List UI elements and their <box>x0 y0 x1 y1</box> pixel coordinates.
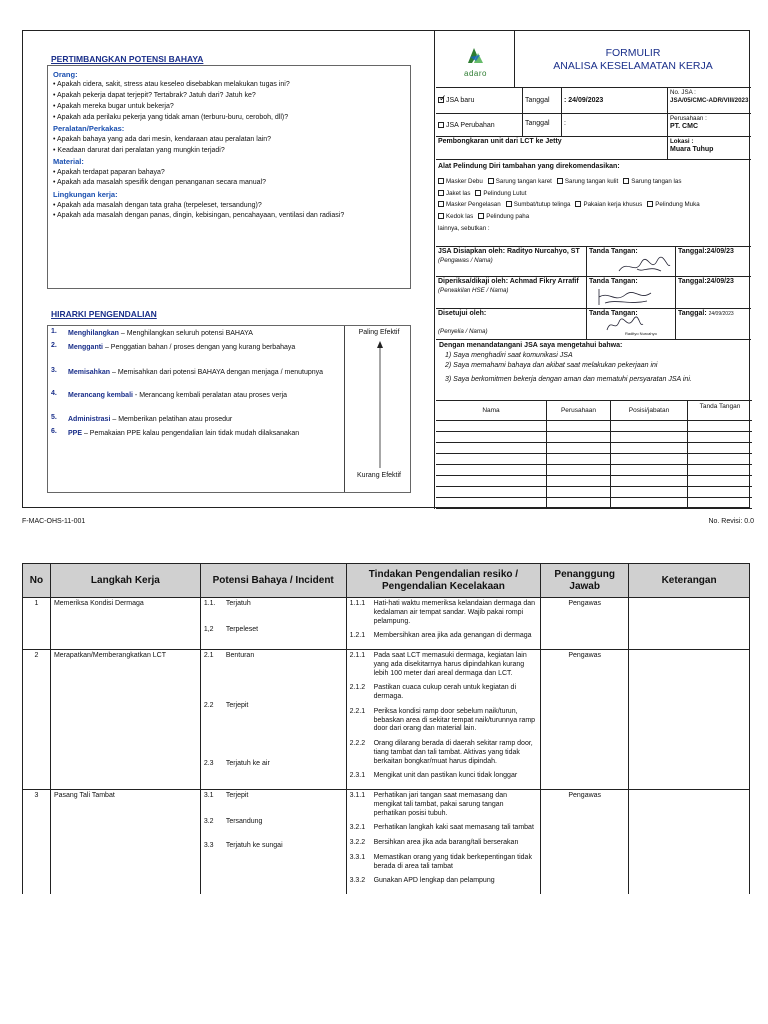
control-cell <box>346 598 541 650</box>
ppe-option-label: Masker Pengelasan <box>446 201 501 209</box>
approved-by-cell <box>436 308 587 340</box>
control-text: Pada saat LCT memasuki dermaga, kegiatan lain yang ada disekitarnya harus dipindahkan kurang lebih 100 meter dari areal dermaga dan LCT. <box>373 652 527 677</box>
left-guidance-panel <box>23 31 435 509</box>
hierarchy-text <box>68 390 341 402</box>
ppe-option[interactable] <box>506 201 571 208</box>
hazard-category-label: Lingkungan kerja: <box>53 190 118 200</box>
hazard-item <box>204 600 343 620</box>
hierarchy-desc: - Merancang kembali peralatan atau proses verja <box>132 392 288 399</box>
tanggal2-label-cell: Tanggal <box>522 113 562 137</box>
hazard-question <box>53 114 405 123</box>
hierarchy-item <box>51 367 341 379</box>
control-hierarchy-title: HIRARKI PENGENDALIAN <box>51 309 157 319</box>
hazard-question-text: Apakah ada perilaku pekerja yang tidak aman (terburu-buru, ceroboh, dll)? <box>57 113 289 121</box>
hazard-text: Tersandung <box>225 818 263 826</box>
control-id: 3.1.1 <box>349 792 366 799</box>
hazard-question-text: Apakah cidera, sakit, stress atau keseleo disebabkan melakukan tugas ini? <box>57 81 290 89</box>
form-title-line2: ANALISA KESELAMATAN KERJA <box>553 59 713 72</box>
ppe-option[interactable] <box>438 201 501 208</box>
hierarchy-term: PPE <box>68 430 83 437</box>
ppe-option[interactable] <box>475 190 526 197</box>
jsa-steps-table <box>22 563 750 894</box>
participant-cell[interactable] <box>436 497 547 509</box>
revision-number: No. Revisi: 0.0 <box>708 518 754 525</box>
hierarchy-item <box>51 328 341 340</box>
bullet-icon: • <box>53 113 58 121</box>
control-item <box>350 600 538 626</box>
control-group <box>350 652 538 702</box>
ppe-option-label: Pakaian kerja khusus <box>583 201 643 209</box>
hazard-category-label: Peralatan/Perkakas: <box>53 124 125 134</box>
hierarchy-desc: – Memberikan pelatihan atau prosedur <box>110 416 233 423</box>
prepared-by-label: JSA Disiapkan oleh: Radityo Nurcahyo, ST <box>438 248 580 255</box>
ppe-checkbox[interactable] <box>506 201 512 207</box>
hazard-question <box>53 81 405 90</box>
date2-cell: Tanggal:24/09/23 <box>675 276 751 309</box>
hazard-question-text: Apakah ada masalah dengan panas, dingin, kebisingan, pencahayaan, ventilasi dan radiasi? <box>57 212 345 220</box>
hazard-question-text: Keadaan darurat dari peralatan yang mungkin terjadi? <box>57 146 225 154</box>
participant-cell[interactable] <box>687 497 752 509</box>
signature1-label: Tanda Tangan: <box>589 248 638 255</box>
control-item <box>350 854 538 872</box>
ppe-checkbox[interactable] <box>647 201 653 207</box>
control-id: 3.3.2 <box>349 877 366 885</box>
acknowledgement-item: 2) Saya memahami bahaya dan akibat saat melakukan pekerjaan ini <box>445 361 658 369</box>
ppe-other: lainnya, sebutkan : <box>438 224 490 232</box>
control-text: Perhatikan jari tangan saat memasang dan mengikat tali tambat, pakai sarung tangan perhatikan posisi tubuh. <box>373 792 508 817</box>
hazard-item <box>204 702 343 755</box>
col-header-no: No <box>23 564 51 598</box>
control-group <box>350 792 538 818</box>
participant-cell[interactable] <box>546 497 611 509</box>
hazard-question-text: Apakah ada masalah dengan tata graha (terpeleset, tersandung)? <box>57 201 262 209</box>
control-id: 2.2.1 <box>349 707 366 715</box>
hazard-question <box>53 212 405 221</box>
hierarchy-text <box>68 414 341 426</box>
hazard-consideration-title: PERTIMBANGKAN POTENSI BAHAYA <box>51 54 204 64</box>
tanggal-label-cell: Tanggal <box>522 87 562 114</box>
lokasi-cell <box>667 136 751 160</box>
control-text: Pastikan cuaca cukup cerah untuk kegiatan di dermaga. <box>373 684 517 700</box>
acknowledgement-item: 3) Saya berkomitmen bekerja dengan aman dan mematuhi persyaratan JSA ini. <box>445 376 692 384</box>
date3-cell <box>675 308 751 340</box>
hierarchy-text <box>68 342 341 354</box>
no-jsa-label: No. JSA : <box>670 89 696 96</box>
hazard-question <box>53 169 405 178</box>
hazard-question-text: Apakah mereka bugar untuk bekerja? <box>57 102 174 110</box>
hazard-groups <box>53 70 405 221</box>
acknowledgement-title: Dengan menandatangani JSA saya mengetahui bahwa: <box>439 342 623 349</box>
hierarchy-number: 1. <box>51 328 57 335</box>
control-id: 2.3.1 <box>349 772 366 780</box>
hazard-text: Terjepit <box>225 792 249 799</box>
hazard-question <box>53 136 405 145</box>
control-text: Mengikat unit dan pastikan kunci tidak longgar <box>373 772 518 780</box>
hazard-text: Terjatuh ke sungai <box>225 841 283 849</box>
table-row <box>23 598 750 650</box>
signature1-icon <box>617 255 672 277</box>
table-header-row <box>23 564 750 598</box>
control-id: 1.2.1 <box>349 632 366 640</box>
control-item <box>350 772 538 781</box>
hazard-text: Terjepit <box>225 701 249 709</box>
control-item <box>350 684 538 702</box>
form-code: F-MAC-OHS-11-001 <box>22 518 86 525</box>
participant-col-header: Perusahaan <box>546 400 611 421</box>
ppe-option[interactable] <box>557 178 618 185</box>
hierarchy-number: 5. <box>51 414 57 421</box>
hierarchy-desc: – Penggatian bahan / proses dengan yang kurang berbahaya <box>103 344 296 351</box>
ppe-checkbox[interactable] <box>438 213 444 219</box>
hierarchy-item <box>51 428 341 440</box>
ppe-option[interactable] <box>438 178 483 185</box>
control-item <box>350 877 538 886</box>
hierarchy-text <box>68 428 341 440</box>
hazard-id: 3.1 <box>203 792 214 799</box>
effectiveness-arrow-icon <box>372 340 388 470</box>
form-title-cell <box>514 31 751 88</box>
hierarchy-number: 2. <box>51 342 57 349</box>
hierarchy-desc: – Pemakaian PPE kalau pengendalian lain tidak mudah dilaksanakan <box>82 430 300 437</box>
bullet-icon: • <box>53 92 58 100</box>
bullet-icon: • <box>53 212 58 220</box>
bullet-icon: • <box>53 168 58 176</box>
hierarchy-number: 4. <box>51 390 57 397</box>
hazard-item <box>204 792 343 812</box>
ppe-option-label: Sumbat/tutup telinga <box>513 201 571 209</box>
hierarchy-number: 6. <box>51 428 57 435</box>
step-description: Merapatkan/Memberangkatkan LCT <box>50 650 200 790</box>
hazard-id: 2.2 <box>203 701 214 709</box>
participant-col-header: Tanda Tangan <box>687 400 752 421</box>
reviewed-by-label: Diperiksa/dikaji oleh: Achmad Fikry Arrafif <box>438 278 579 285</box>
logo-cell <box>436 31 515 88</box>
col-header-control: Tindakan Pengendalian resiko / Pengendalian Kecelakaan <box>346 564 541 598</box>
hazard-question <box>53 92 405 101</box>
ppe-checkbox[interactable] <box>478 213 484 219</box>
signature2-icon <box>595 285 655 309</box>
approved-by-label: Disetujui oleh: <box>438 310 487 317</box>
form-title-line1: FORMULIR <box>605 47 661 59</box>
hazard-text: Terjatuh <box>225 600 251 607</box>
control-item <box>350 824 538 833</box>
control-text: Hati-hati waktu memeriksa kelandaian dermaga dan kedalaman air tempat sandar. Wajib pakai rompi pelampung. <box>373 600 536 625</box>
jsa-perubahan-cell[interactable] <box>436 113 523 137</box>
control-group <box>350 772 538 781</box>
control-id: 2.2.2 <box>349 740 366 747</box>
control-hierarchy-box <box>47 325 411 493</box>
hierarchy-desc: – Menghilangkan seluruh potensi BAHAYA <box>118 330 253 337</box>
ppe-checkbox[interactable] <box>438 178 444 184</box>
participant-col-header: Nama <box>436 400 547 421</box>
col-header-notes: Keterangan <box>629 564 750 598</box>
hazard-category-label: Orang: <box>53 70 78 79</box>
hazard-questions-box <box>47 65 411 289</box>
hazard-question-text: Apakah ada masalah spesifik dengan penanganan secara manual? <box>57 179 267 187</box>
hazard-question <box>53 179 405 188</box>
hierarchy-number: 3. <box>51 367 57 374</box>
ppe-checkbox[interactable] <box>623 178 629 184</box>
control-item <box>350 839 538 848</box>
control-id: 3.3.1 <box>349 853 366 861</box>
logo-text: adaro <box>464 69 487 78</box>
perusahaan-cell <box>667 113 751 137</box>
ppe-title: Alat Pelindung Diri tambahan yang direkomendasikan: <box>438 163 620 170</box>
hazard-text: Benturan <box>225 652 255 659</box>
step-number: 3 <box>23 790 51 895</box>
table-row <box>23 650 750 790</box>
bullet-icon: • <box>53 201 58 209</box>
hierarchy-term: Menghilangkan <box>68 330 119 337</box>
control-cell <box>346 650 541 790</box>
hazard-question-text: Apakah terdapat paparan bahaya? <box>57 168 165 176</box>
least-effective-label: Kurang Efektif <box>357 472 401 479</box>
ppe-checkbox[interactable] <box>475 190 481 196</box>
ppe-option[interactable] <box>438 213 473 220</box>
control-id: 3.2.1 <box>349 824 366 832</box>
hierarchy-term: Administrasi <box>68 416 111 423</box>
col-header-step: Langkah Kerja <box>50 564 200 598</box>
control-text: Bersihkan area jika ada barang/tali berserakan <box>373 839 519 846</box>
hierarchy-item <box>51 414 341 426</box>
ppe-checkbox[interactable] <box>557 178 563 184</box>
ppe-checkbox[interactable] <box>438 201 444 207</box>
responsible-person: Pengawas <box>541 650 629 790</box>
hierarchy-item <box>51 342 341 354</box>
ppe-option[interactable] <box>647 201 699 208</box>
ppe-checkbox[interactable] <box>438 190 444 196</box>
hierarchy-desc: – Memisahkan dari potensi BAHAYA dengan menjaga / menutupnya <box>110 369 324 376</box>
most-effective-label: Paling Efektif <box>358 329 400 336</box>
hazard-question <box>53 202 405 211</box>
control-item <box>350 740 538 766</box>
hazard-cell <box>200 650 346 790</box>
acknowledgement-items <box>439 352 748 385</box>
bullet-icon: • <box>53 135 58 143</box>
no-jsa-value: JSA/05/CMC-ADR/VIII/2023 <box>670 96 749 104</box>
perusahaan-value: PT. CMC <box>670 122 698 130</box>
control-item <box>350 632 538 641</box>
acknowledgement-section <box>436 339 751 401</box>
hazard-id: 3.2 <box>203 818 214 826</box>
right-form-panel <box>436 31 751 509</box>
ppe-option[interactable] <box>438 190 470 197</box>
control-text: Perhatikan langkah kaki saat memasang tali tambat <box>373 824 534 832</box>
participant-cell[interactable] <box>610 497 688 509</box>
table-body <box>23 598 750 895</box>
ppe-option-label: Sarung tangan las <box>631 177 682 185</box>
control-group <box>350 824 538 848</box>
step-description: Pasang Tali Tambat <box>50 790 200 895</box>
control-item <box>350 708 538 734</box>
perusahaan-label: Perusahaan : <box>670 115 707 122</box>
hazard-item <box>204 842 343 868</box>
control-id: 3.2.2 <box>349 839 366 846</box>
jsa-baru-label: JSA baru <box>446 97 475 104</box>
control-group <box>350 632 538 641</box>
control-text: Orang dilarang berada di daerah sekitar ramp door, tiang tambat dan tali tambat. Aktivas yang tidak berkaitan bongkar/muat harus dipindah. <box>373 740 533 765</box>
prepared-by-role: (Pengawas / Nama) <box>438 256 493 264</box>
no-jsa-cell <box>667 87 751 114</box>
signature2-label: Tanda Tangan: <box>589 278 638 285</box>
notes-cell <box>629 598 750 650</box>
reviewed-by-cell <box>436 276 587 309</box>
bullet-icon: • <box>53 81 58 89</box>
jsa-form-sheet <box>22 30 750 508</box>
control-id: 2.1.2 <box>349 684 366 692</box>
hazard-item <box>203 760 343 768</box>
ppe-checkbox[interactable] <box>575 201 581 207</box>
hazard-id: 1,2 <box>203 626 214 634</box>
hazard-item <box>203 626 343 634</box>
hazard-cell <box>200 598 346 650</box>
date1-cell: Tanggal:24/09/23 <box>675 246 751 277</box>
control-group <box>350 600 538 626</box>
ppe-option-row <box>438 201 749 209</box>
step-number: 1 <box>23 598 51 650</box>
control-item <box>350 652 538 678</box>
tanggal-value-cell: : 24/09/2023 <box>561 87 668 114</box>
hierarchy-term: Merancang kembali <box>68 392 133 399</box>
signature2-cell[interactable] <box>586 276 676 309</box>
hierarchy-text <box>68 367 341 379</box>
control-text: Membersihkan area jika ada genangan di dermaga <box>373 632 532 640</box>
date3-value: 24/09/2023 <box>708 311 734 317</box>
ppe-checkbox[interactable] <box>488 178 494 184</box>
jsa-perubahan-label: JSA Perubahan <box>446 122 495 129</box>
control-cell <box>346 790 541 895</box>
step-number: 2 <box>23 650 51 790</box>
ppe-option-label: Sarung tangan kulit <box>564 177 619 185</box>
ppe-option[interactable] <box>478 213 529 220</box>
hierarchy-text <box>68 328 341 340</box>
ppe-section <box>436 159 751 247</box>
signature3-label: Tanda Tangan: <box>589 310 638 317</box>
ppe-option-row <box>438 213 749 221</box>
ppe-option-row <box>438 178 749 186</box>
notes-cell <box>629 650 750 790</box>
acknowledgement-item: 1) Saya menghadiri saat komunikasi JSA <box>445 351 573 359</box>
jsa-baru-cell[interactable] <box>436 87 523 114</box>
hazard-question-text: Apakah pekerja dapat terjepit? Tertabrak? Jatuh dari? Jatuh ke? <box>57 92 256 100</box>
prepared-by-cell <box>436 246 587 277</box>
hazard-text: Terpeleset <box>225 626 259 634</box>
hazard-category-label: Material: <box>53 157 84 167</box>
control-group <box>350 854 538 886</box>
lokasi-label: Lokasi : <box>670 138 694 145</box>
signature1-cell[interactable] <box>586 246 676 277</box>
control-group <box>350 708 538 767</box>
hazard-cell <box>200 790 346 895</box>
ppe-option[interactable] <box>575 201 642 208</box>
responsible-person: Pengawas <box>541 790 629 895</box>
hazard-id: 2.3 <box>203 760 214 768</box>
hazard-text: Terjatuh ke air <box>225 760 270 768</box>
date3-label: Tanggal: <box>678 310 707 317</box>
ppe-option-row <box>438 190 749 198</box>
hazard-id: 1.1. <box>203 600 216 607</box>
job-description-cell: Pembongkaran unit dari LCT ke Jetty <box>436 136 668 160</box>
reviewed-by-role: (Perwakilan HSE / Nama) <box>438 286 509 294</box>
hazard-item <box>204 818 343 836</box>
col-header-hazard: Potensi Bahaya / Incident <box>200 564 346 598</box>
responsible-person: Pengawas <box>541 598 629 650</box>
bullet-icon: • <box>53 179 58 187</box>
lokasi-value: Muara Tuhup <box>670 145 714 153</box>
ppe-option[interactable] <box>488 178 552 185</box>
ppe-option-label: Jaket las <box>446 189 471 197</box>
signature3-cell[interactable] <box>586 308 676 340</box>
bullet-icon: • <box>53 146 58 154</box>
ppe-option-label: Masker Debu <box>446 177 483 185</box>
ppe-option-label: Sarung tangan karet <box>495 177 552 185</box>
hierarchy-term: Memisahkan <box>68 369 111 376</box>
jsa-perubahan-checkbox[interactable] <box>438 122 444 128</box>
control-text: Gunakan APD lengkap dan pelampung <box>373 877 495 885</box>
hazard-id: 3.3 <box>203 841 214 849</box>
adaro-logo-icon <box>464 45 486 67</box>
hierarchy-term: Mengganti <box>68 344 103 351</box>
signature3-caption: Radityo Nurcahyo <box>625 331 657 336</box>
hazard-item <box>204 652 343 696</box>
step-description: Memeriksa Kondisi Dermaga <box>50 598 200 650</box>
control-id: 2.1.1 <box>349 652 366 659</box>
hierarchy-item <box>51 390 341 402</box>
table-row <box>23 790 750 895</box>
control-text: Periksa kondisi ramp door sebelum naik/turun, bebaskan area di sekitar tempat naik/turunnya ramp door dari orang dan material lain. <box>373 707 536 733</box>
ppe-option-label: Kedok las <box>446 213 474 220</box>
hazard-id: 2.1 <box>203 652 214 659</box>
ppe-option[interactable] <box>623 178 681 185</box>
tanggal2-value-cell: : <box>561 113 668 137</box>
approved-by-role: (Penyelia / Nama) <box>438 327 488 335</box>
hazard-question <box>53 147 405 156</box>
ppe-option-label: Pelindung Muka <box>655 201 700 209</box>
participant-col-header: Posisi/jabatan <box>610 400 688 421</box>
col-header-responsible: Penanggung Jawab <box>541 564 629 598</box>
jsa-baru-checkbox[interactable]: ✓ <box>439 93 447 103</box>
control-text: Memastikan orang yang tidak berkepentingan tidak berada di area tali tambat <box>373 853 532 870</box>
control-item <box>350 792 538 818</box>
control-id: 1.1.1 <box>349 600 366 607</box>
ppe-option-label: Pelindung paha <box>486 213 530 220</box>
hazard-question-text: Apakah bahaya yang ada dari mesin, kendaraan atau peralatan lain? <box>57 135 272 143</box>
bullet-icon: • <box>53 102 58 110</box>
hazard-question <box>53 103 405 112</box>
participant-grid <box>436 400 751 509</box>
ppe-options <box>438 178 749 221</box>
ppe-option-label: Pelindung Lutut <box>483 189 527 197</box>
notes-cell <box>629 790 750 895</box>
